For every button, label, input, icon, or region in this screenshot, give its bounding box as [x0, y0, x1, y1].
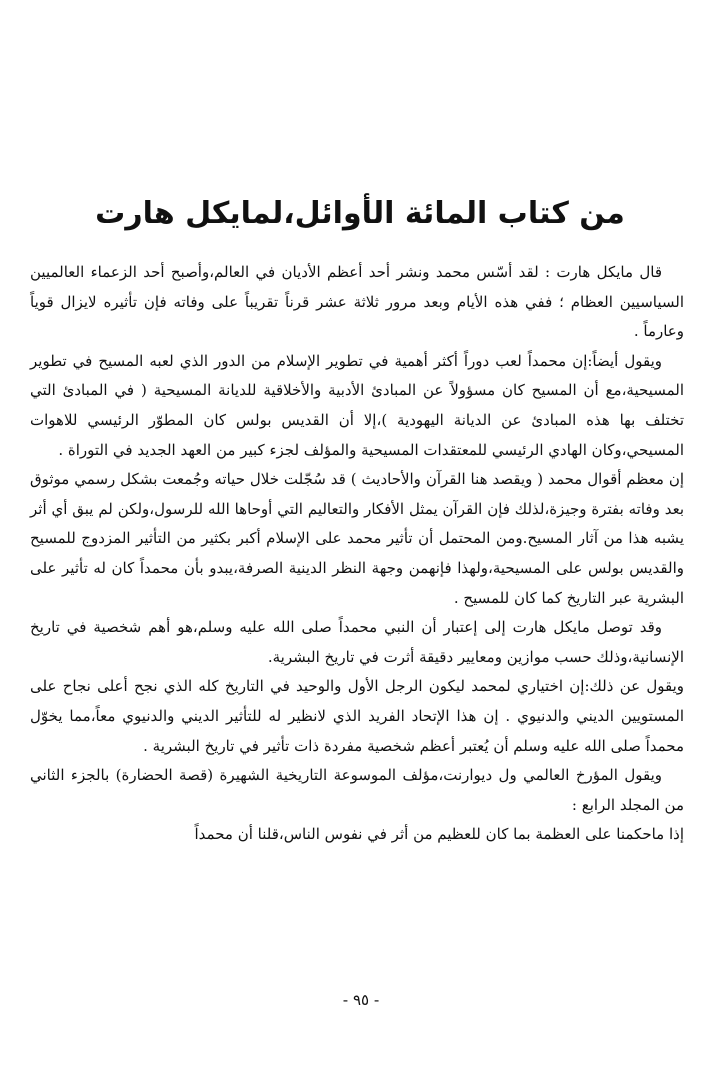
paragraph-choice-reason: ويقول عن ذلك:إن اختياري لمحمد ليكون الرجل الأول والوحيد في التاريخ كله الذي نجح أعلى نجاح على المستويين الديني والدنيوي . إن هذا الإتحاد الفريد الذي لانظير له للتأثير الديني والدنيوي معاً،مما يخوّل محمداً صلى الله عليه وسلم أن يُعتبر أعظم شخصية مفردة ذات تأثير في تاريخ البشرية . — [30, 677, 684, 755]
paragraph-quran-records: إن معظم أقوال محمد ( ويقصد هنا القرآن والأحاديث ) قد سُجّلت خلال حياته وجُمعت بشكل رسمي موثوق بعد وفاته بفترة وجيزة،لذلك فإن القرآن يمثل الأفكار والتعاليم التي أوحاها الله للرسول،ولكن لم يبق أي أثر يشبه هذا من آثار المسيح.ومن المحتمل أن تأثير محمد على الإسلام أكبر بكثير من التأثير المزدوج للمسيح والقديس بولس على المسيحية،ولهذا فإنهمن وجهة النظر الدينية الصرفة،يبدو بأن محمداً كان له تأثير على البشرية عبر التاريخ كما كان للمسيح . — [30, 470, 684, 607]
paragraph-hart-role: ويقول أيضاً:إن محمداً لعب دوراً أكثر أهمية في تطوير الإسلام من الدور الذي لعبه المسيح في تطوير المسيحية،مع أن المسيح كان مسؤولاً عن المبادئ الأدبية والأخلاقية للديانة المسيحية ( في المبادئ التي تختلف بها هذه المبادئ عن الديانة اليهودية )،إلا أن القديس بولس كان المطوّر الرئيسي للاهوات المسيحي،وكان الهادي الرئيسي للمعتقدات المسيحية والمؤلف لجزء كبير من العهد الجديد في التوراة . — [30, 351, 684, 459]
paragraph-durant-intro: ويقول المؤرخ العالمي ول ديوارنت،مؤلف الموسوعة التاريخية الشهيرة (قصة الحضارة) بالجزء الثاني من المجلد الرابع : — [30, 766, 684, 814]
paragraph-hart-quote: قال مايكل هارت : لقد أسّس محمد ونشر أحد أعظم الأديان في العالم،وأصبح أحد الزعماء العالميين السياسيين العظام ؛ ففي هذه الأيام وبعد مرور ثلاثة عشر قرناً تقريباً على وفاته فإن تأثيره لايزال قوياً وعارماً . — [30, 263, 684, 341]
page-number: - ٩٥ - — [342, 991, 380, 1009]
body-text — [30, 258, 684, 850]
paragraph-most-important: وقد توصل مايكل هارت إلى إعتبار أن النبي محمداً صلى الله عليه وسلم،هو أهم شخصية في تاريخ الإنسانية،وذلك حسب موازين ومعايير دقيقة أثرت في تاريخ البشرية. — [30, 618, 684, 666]
paragraph-durant-quote: إذا ماحكمنا على العظمة بما كان للعظيم من أثر في نفوس الناس،قلنا أن محمداً — [194, 825, 684, 844]
page-title: من كتاب المائة الأوائل،لمايكل هارت — [95, 196, 625, 231]
